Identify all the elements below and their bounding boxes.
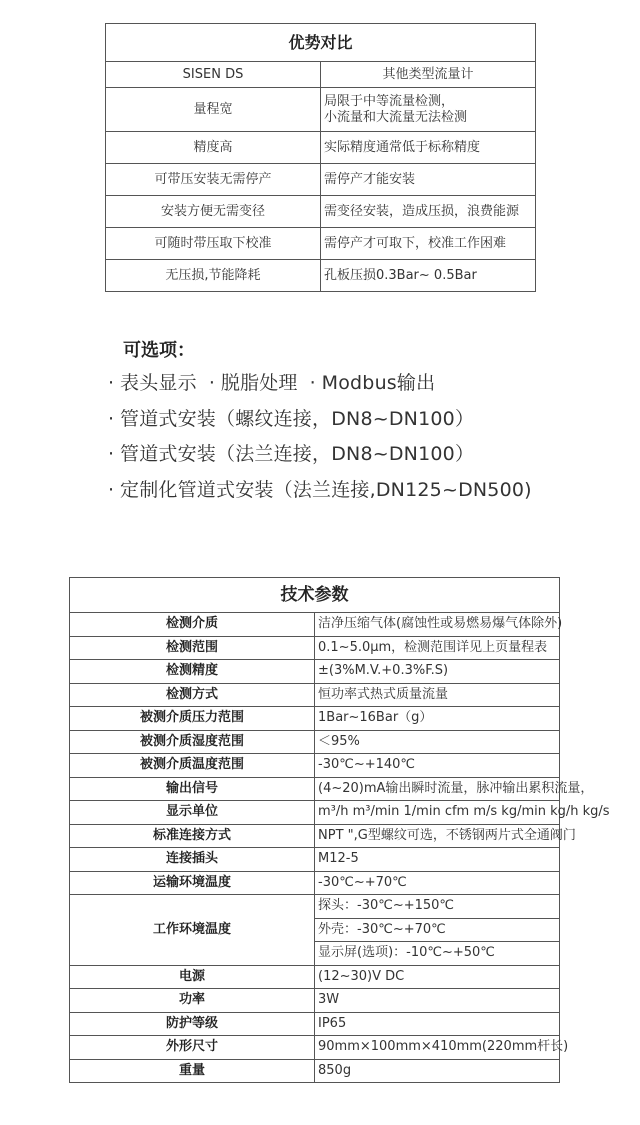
spec-key: 电源 [70, 965, 315, 989]
comparison-other: 需变径安装，造成压损，浪费能源 [321, 196, 536, 228]
option-item: 管道式安装（螺纹连接，DN8~DN100） [120, 407, 475, 430]
comparison-table [105, 23, 536, 292]
options-line [108, 402, 532, 438]
comparison-other-line: 局限于中等流量检测， [324, 93, 455, 109]
comparison-feature: 安装方便无需变径 [106, 196, 321, 228]
option-item: Modbus输出 [321, 372, 436, 394]
comparison-other: 需停产才能安装 [321, 164, 536, 196]
comparison-row [106, 88, 536, 132]
options-title: 可选项： [123, 340, 195, 361]
spec-value: ±(3%M.V.+0.3%F.S) [315, 660, 560, 684]
spec-value: 1Bar~16Bar（g） [315, 707, 560, 731]
spec-row [70, 1036, 560, 1060]
spec-row [70, 754, 560, 778]
spec-row [70, 965, 560, 989]
spec-key: 标准连接方式 [70, 824, 315, 848]
spec-value: 探头：-30℃~+150℃ [315, 895, 560, 919]
spec-key: 功率 [70, 989, 315, 1013]
spec-key: 工作环境温度 [70, 895, 315, 966]
spec-value: 恒功率式热式质量流量 [315, 683, 560, 707]
spec-row [70, 989, 560, 1013]
spec-row [70, 801, 560, 825]
bullet: · [108, 407, 115, 430]
bullet: · [108, 372, 115, 394]
spec-value: 90mm×100mm×410mm(220mm杆长) [315, 1036, 560, 1060]
comparison-other: 孔板压损0.3Bar~ 0.5Bar [321, 260, 536, 292]
spec-table [69, 577, 610, 1083]
options-line [108, 473, 532, 509]
spec-row [70, 777, 560, 801]
spec-key: 检测介质 [70, 613, 315, 637]
spec-key: 检测方式 [70, 683, 315, 707]
spec-key: 被测介质温度范围 [70, 754, 315, 778]
comparison-row [106, 196, 536, 228]
spec-key: 检测范围 [70, 636, 315, 660]
spec-key: 重量 [70, 1059, 315, 1083]
comparison-title: 优势对比 [106, 24, 536, 62]
spec-value: -30℃~+140℃ [315, 754, 560, 778]
option-item: 脱脂处理 [220, 372, 298, 394]
spec-key: 被测介质湿度范围 [70, 730, 315, 754]
spec-row [70, 683, 560, 707]
spec-row [70, 871, 560, 895]
comparison-header-right: 其他类型流量计 [321, 62, 536, 88]
options-line [108, 437, 532, 473]
spec-row [70, 613, 560, 637]
comparison-row [106, 260, 536, 292]
bullet: · [309, 372, 316, 394]
spec-key: 被测介质压力范围 [70, 707, 315, 731]
spec-key: 防护等级 [70, 1012, 315, 1036]
spec-value: 0.1~5.0μm，检测范围详见上页量程表 [315, 636, 560, 660]
comparison-feature: 无压损,节能降耗 [106, 260, 321, 292]
spec-row [70, 1059, 560, 1083]
spec-key: 输出信号 [70, 777, 315, 801]
comparison-feature: 精度高 [106, 132, 321, 164]
bullet: · [208, 372, 216, 394]
spec-value: M12-5 [315, 848, 560, 872]
comparison-other [321, 88, 536, 132]
comparison-header-left: SISEN DS [106, 62, 321, 88]
spec-key: 显示单位 [70, 801, 315, 825]
spec-title: 技术参数 [70, 578, 560, 613]
spec-value: NPT ",G型螺纹可选，不锈钢两片式全通阀门 [315, 824, 560, 848]
spec-row [70, 730, 560, 754]
spec-key: 外形尺寸 [70, 1036, 315, 1060]
option-item: 定制化管道式安装（法兰连接,DN125~DN500) [120, 478, 532, 501]
comparison-row [106, 132, 536, 164]
spec-value: IP65 [315, 1012, 560, 1036]
spec-row [70, 848, 560, 872]
spec-key: 检测精度 [70, 660, 315, 684]
spec-value: 850g [315, 1059, 560, 1083]
comparison-other: 需停产才可取下，校准工作困难 [321, 228, 536, 260]
comparison-feature: 可随时带压取下校准 [106, 228, 321, 260]
options-line [108, 366, 532, 402]
spec-value: -30℃~+70℃ [315, 871, 560, 895]
bullet: · [108, 478, 115, 501]
spec-value: ＜95% [315, 730, 560, 754]
spec-value: 外壳：-30℃~+70℃ [315, 918, 560, 942]
spec-key: 连接插头 [70, 848, 315, 872]
comparison-feature: 可带压安装无需停产 [106, 164, 321, 196]
spec-value: (4~20)mA输出瞬时流量，脉冲输出累积流量， [315, 777, 560, 801]
spec-row [70, 636, 560, 660]
spec-value: (12~30)V DC [315, 965, 560, 989]
comparison-row [106, 164, 536, 196]
option-item: 管道式安装（法兰连接，DN8~DN100） [120, 443, 475, 465]
spec-row [70, 895, 560, 919]
spec-value: 显示屏(选项)：-10℃~+50℃ [315, 942, 560, 966]
comparison-feature: 量程宽 [106, 88, 321, 132]
spec-row [70, 1012, 560, 1036]
spec-row [70, 707, 560, 731]
comparison-row [106, 228, 536, 260]
spec-value: 3W [315, 989, 560, 1013]
comparison-other-line: 小流量和大流量无法检测 [324, 109, 468, 125]
spec-value: m³/h m³/min 1/min cfm m/s kg/min kg/h kg/s [315, 801, 560, 825]
option-item: 表头显示 [120, 372, 197, 394]
bullet: · [108, 443, 115, 465]
spec-row [70, 660, 560, 684]
comparison-other: 实际精度通常低于标称精度 [321, 132, 536, 164]
spec-row [70, 824, 560, 848]
spec-value: 洁净压缩气体(腐蚀性或易燃易爆气体除外) [315, 613, 560, 637]
spec-key: 运输环境温度 [70, 871, 315, 895]
options-section [108, 336, 532, 508]
